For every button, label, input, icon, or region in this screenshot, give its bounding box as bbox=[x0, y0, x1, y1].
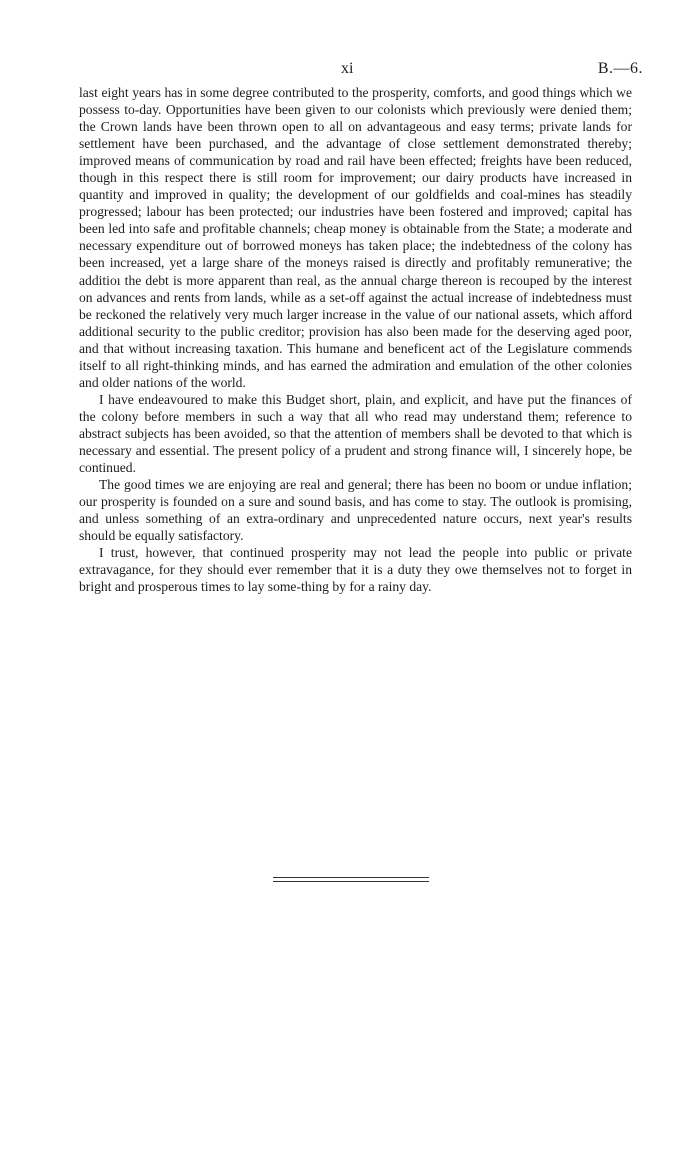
end-rule bbox=[273, 877, 429, 882]
body-text bbox=[79, 84, 632, 595]
paragraph-good-times: The good times we are enjoying are real and general; there has been no boom or undue inflation; our prosperity is founded on a sure and sound basis, and has come to stay. The outlook is promising, and unless something of an extra-ordinary and unprecedented nature occurs, next year's results should be equally satisfactory. bbox=[79, 477, 632, 544]
paragraph-continued: last eight years has in some degree contributed to the prosperity, comforts, and good things which we possess to-day. Opportunities have been given to our colonists which previously were denied them; the Crown lands have been thrown open to all on advantageous and easy terms; private lands for settlement have been purchased, and the advantage of close settlement demonstrated thereby; improved means of communication by road and rail have been effected; freights have been reduced, though in this respect there is still room for improvement; our dairy products have increased in quantity and improved in quality; the development of our goldfields and coal-mines has steadily progressed; labour has been protected; our industries have been fostered and improved; capital has been led into safe and profitable channels; cheap money is obtainable from the State; a moderate and necessary expenditure out of borrowed moneys has taken place; the indebtedness of the colony has been increased, yet a large share of the moneys raised is directly and profitably remunerative; the additioı the debt is more apparent than real, as the annual charge thereon is recouped by the interest on advances and rents from lands, while as a set-off against the actual increase of indebtedness must be reckoned the relatively very much larger increase in the value of our national assets, which afford additional security to the public creditor; provision has also been made for the deserving aged poor, and that without increasing taxation. This humane and beneficent act of the Legislature commends itself to all right-thinking minds, and has earned the admiration and emulation of the other colonies and older nations of the world. bbox=[79, 85, 632, 390]
paragraph-budget: I have endeavoured to make this Budget short, plain, and explicit, and have put the finances of the colony before members in such a way that all who read may understand them; reference to abstract subjects has been avoided, so that the attention of members shall be devoted to that which is necessary and essential. The present policy of a prudent and strong finance will, I sincerely hope, be continued. bbox=[79, 391, 632, 476]
paragraph-closing: I trust, however, that continued prosperity may not lead the people into public or private extravagance, for they should ever remember that it is a duty they owe themselves not to forget in bright and prosperous times to lay some-thing by for a rainy day. bbox=[79, 545, 632, 595]
page-header bbox=[0, 60, 700, 84]
page-number: xi bbox=[341, 60, 354, 77]
document-reference: B.—6. bbox=[597, 60, 643, 77]
